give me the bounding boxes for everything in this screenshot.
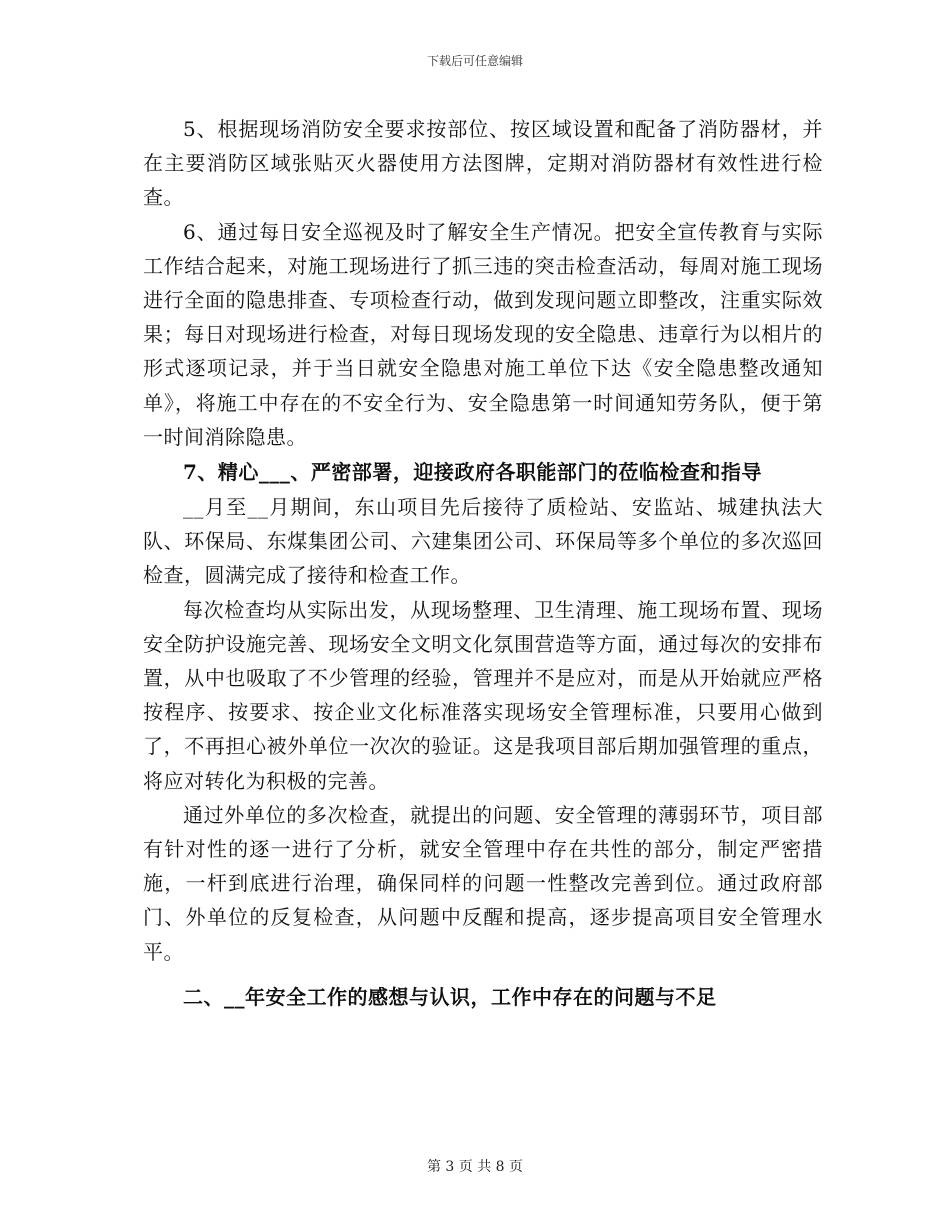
section-heading-2: 二、__年安全工作的感想与认识，工作中存在的问题与不足 xyxy=(183,984,717,1009)
document-body xyxy=(143,112,823,1015)
paragraph-inspections-received: __月至__月期间，东山项目先后接待了质检站、安监站、城建执法大队、环保局、东煤集团公司、六建集团公司、环保局等多个单位的多次巡回检查，圆满完成了接待和检查工作。 xyxy=(143,495,823,588)
paragraph-5-fire-equipment: 5、根据现场消防安全要求按部位、按区域设置和配备了消防器材，并在主要消防区域张贴灭火器使用方法图牌，定期对消防器材有效性进行检查。 xyxy=(143,117,823,210)
section-heading-7: 7、精心___、严密部署，迎接政府各职能部门的莅临检查和指导 xyxy=(183,460,762,485)
paragraph-6-daily-inspection: 6、通过每日安全巡视及时了解安全生产情况。把安全宣传教育与实际工作结合起来，对施工现场进行了抓三违的突击检查活动，每周对施工现场进行全面的隐患排查、专项检查行动，做到发现问题立即整改，注重实际效果；每日对现场进行检查，对每日现场发现的安全隐患、违章行为以相片的形式逐项记录，并于当日就安全隐患对施工单位下达《安全隐患整改通知单》，将施工中存在的不安全行为、安全隐患第一时间通知劳务队，便于第一时间消除隐患。 xyxy=(143,219,823,449)
page-header: 下载后可任意编辑 xyxy=(426,54,523,68)
paragraph-rectification: 通过外单位的多次检查，就提出的问题、安全管理的薄弱环节，项目部有针对性的逐一进行了分析，就安全管理中存在共性的部分，制定严密措施，一杆到底进行治理，确保同样的问题一性整改完善到位。通过政府部门、外单位的反复检查，从问题中反醒和提高，逐步提高项目安全管理水平。 xyxy=(143,802,823,964)
page-number: 第 3 页 共 8 页 xyxy=(426,1159,524,1175)
paragraph-inspection-lessons: 每次检查均从实际出发，从现场整理、卫生清理、施工现场布置、现场安全防护设施完善、现场安全文明文化氛围营造等方面，通过每次的安排布置，从中也吸取了不少管理的经验，管理并不是应对，而是从开始就应严格按程序、按要求、按企业文化标准落实现场安全管理标准，只要用心做到了，不再担心被外单位一次次的验证。这是我项目部后期加强管理的重点，将应对转化为积极的完善。 xyxy=(143,597,823,793)
